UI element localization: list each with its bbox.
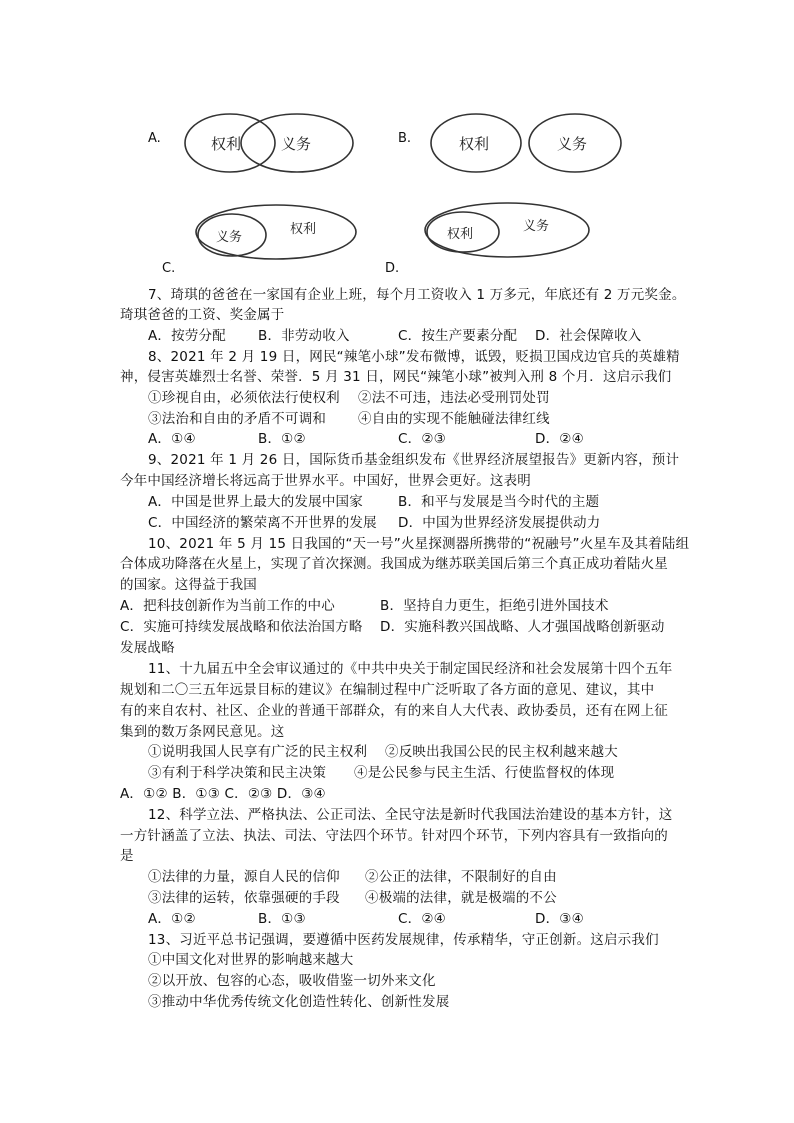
q8-item-4: ④自由的实现不能触碰法律红线 [358,411,550,427]
q12-item-1: ①法律的力量，源自人民的信仰 [148,869,340,885]
q10-stem-line-3: 的国家。这得益于我国 [120,577,257,593]
q8-option-b: B．①② [258,431,306,447]
q11-item-3: ③有利于科学决策和民主决策 [148,765,327,781]
q12-option-c: C．②④ [398,911,446,927]
option-a-label: A. [148,131,161,146]
q9-option-d: D．中国为世界经济发展提供动力 [398,515,601,531]
q12-stem-line-2: 一方针涵盖了立法、执法、司法、守法四个环节。针对四个环节，下列内容具有一致指向的 [120,828,668,844]
q13-item-2: ②以开放、包容的心态，吸收借鉴一切外来文化 [148,973,436,989]
q10-stem-line-1: 10、2021 年 5 月 15 日我国的“天一号”火星探测器所携带的“祝融号”火星车及其着陆组 [148,536,690,552]
q10-option-c: C．实施可持续发展战略和依法治国方略 [120,619,363,635]
diagram-c-nested-circles [194,203,360,265]
diagram-b-separate-circles [429,112,624,178]
q7-option-b: B．非劳动收入 [258,328,350,344]
diagram-a-left-text: 权利 [211,135,242,153]
diagram-a-overlapping-circles [183,112,358,178]
q9-stem-line-1: 9、2021 年 1 月 26 日，国际货币基金组织发布《世界经济展望报告》更新内容，预计 [148,452,680,468]
option-d-label: D. [385,261,400,276]
q12-item-4: ④极端的法律，就是极端的不公 [365,890,557,906]
q10-stem-line-2: 合体成功降落在火星上，实现了首次探测。我国成为继苏联美国后第三个真正成功着陆火星 [120,556,668,572]
diagram-d-nested-circles [423,200,591,264]
diagram-b-left-text: 权利 [459,135,490,153]
q8-item-3: ③法治和自由的矛盾不可调和 [148,411,327,427]
q8-item-1: ①珍视自由，必须依法行使权利 [148,390,340,406]
q8-item-2: ②法不可违，违法必受刑罚处罚 [358,390,550,406]
q11-stem-line-3: 有的来自农村、社区、企业的普通干部群众，有的来自人大代表、政协委员，还有在网上征 [120,703,668,719]
q7-option-a: A．按劳分配 [148,328,226,344]
q11-options: A．①② B．①③ C．②③ D．③④ [120,786,326,802]
q7-option-c: C．按生产要素分配 [398,328,518,344]
q12-option-a: A．①② [148,911,196,927]
q13-item-3: ③推动中华优秀传统文化创造性转化、创新性发展 [148,994,450,1010]
q12-option-b: B．①③ [258,911,306,927]
q12-stem-line-1: 12、科学立法、严格执法、公正司法、全民守法是新时代我国法治建设的基本方针，这 [148,807,673,823]
q11-item-2: ②反映出我国公民的民主权利越来越大 [385,744,618,760]
q11-item-1: ①说明我国人民享有广泛的民主权利 [148,744,368,760]
diagram-c-inner-text: 义务 [216,230,243,245]
q13-stem-line-1: 13、习近平总书记强调，要遵循中医药发展规律，传承精华，守正创新。这启示我们 [148,932,659,948]
diagram-b-right-text: 义务 [557,135,588,153]
q10-option-a: A．把科技创新作为当前工作的中心 [120,598,335,614]
q12-item-3: ③法律的运转，依靠强硬的手段 [148,890,340,906]
q10-option-b: B．坚持自力更生，拒绝引进外国技术 [380,598,609,614]
q11-stem-line-1: 11、十九届五中全会审议通过的《中共中央关于制定国民经济和社会发展第十四个五年 [148,661,673,677]
q9-option-b: B．和平与发展是当今时代的主题 [398,494,600,510]
q8-option-d: D．②④ [535,431,584,447]
q10-option-d-line-1: D．实施科教兴国战略、人才强国战略创新驱动 [380,619,665,635]
q12-option-d: D．③④ [535,911,584,927]
q7-stem-line-1: 7、琦琪的爸爸在一家国有企业上班，每个月工资收入 1 万多元，年底还有 2 万元奖金。 [148,287,686,303]
diagram-c-outer-text: 权利 [290,222,317,237]
diagram-a-right-text: 义务 [281,135,312,153]
q9-option-a: A．中国是世界上最大的发展中国家 [148,494,363,510]
q10-option-d-line-2: 发展战略 [120,640,175,656]
q12-item-2: ②公正的法律，不限制好的自由 [365,869,557,885]
q11-item-4: ④是公民参与民主生活、行使监督权的体现 [354,765,615,781]
option-c-label: C. [162,261,176,276]
diagram-d-outer-text: 义务 [523,219,550,234]
q13-item-1: ①中国文化对世界的影响越来越大 [148,952,354,968]
q8-stem-line-2: 神，侵害英雄烈士名誉、荣誉．5 月 31 日，网民“辣笔小球”被判入刑 8 个月．这启示我们 [120,369,672,385]
q7-stem-line-2: 琦琪爸爸的工资、奖金属于 [120,307,285,323]
q9-stem-line-2: 今年中国经济增长将远高于世界水平。中国好，世界会更好。这表明 [120,473,531,489]
q8-option-a: A．①④ [148,431,196,447]
q7-option-d: D．社会保障收入 [535,328,642,344]
diagram-d-inner-text: 权利 [447,227,474,242]
q9-option-c: C．中国经济的繁荣离不开世界的发展 [148,515,377,531]
q8-option-c: C．②③ [398,431,446,447]
option-b-label: B. [398,131,412,146]
q11-stem-line-2: 规划和二〇三五年远景目标的建议》在编制过程中广泛听取了各方面的意见、建议，其中 [120,682,655,698]
q11-stem-line-4: 集到的数万条网民意见。这 [120,724,285,740]
q8-stem-line-1: 8、2021 年 2 月 19 日，网民“辣笔小球”发布微博，诋毁，贬损卫国戍边官兵的英雄精 [148,349,680,365]
q12-stem-line-3: 是 [120,848,134,864]
